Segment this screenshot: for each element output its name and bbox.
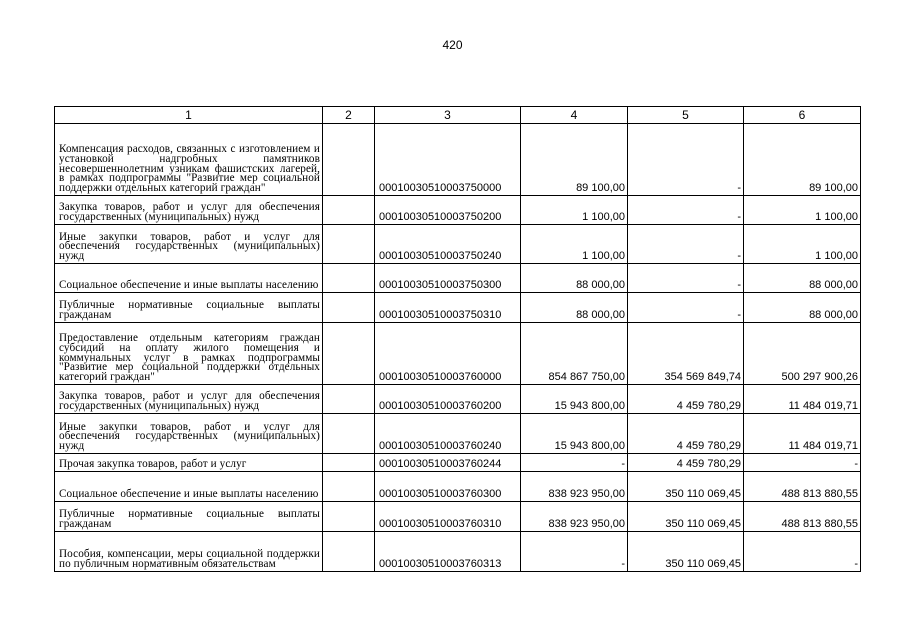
- table-row: [55, 124, 861, 196]
- row-col5: 350 110 069,45: [628, 532, 744, 572]
- row-col4: -: [521, 454, 628, 472]
- table-row: [55, 264, 861, 293]
- row-col6: 488 813 880,55: [744, 472, 861, 502]
- row-col2: [323, 264, 375, 293]
- table-row: [55, 323, 861, 385]
- row-col4: 15 943 800,00: [521, 414, 628, 454]
- row-col5: 354 569 849,74: [628, 323, 744, 385]
- row-code: 00010030510003750240: [375, 225, 521, 264]
- row-col2: [323, 454, 375, 472]
- row-name: Публичные нормативные социальные выплаты гражданам: [55, 293, 323, 323]
- column-header: 1: [55, 107, 323, 124]
- table-row: [55, 414, 861, 454]
- row-col2: [323, 532, 375, 572]
- row-code: 00010030510003750200: [375, 196, 521, 225]
- row-code: 00010030510003760000: [375, 323, 521, 385]
- row-col5: 350 110 069,45: [628, 472, 744, 502]
- row-code: 00010030510003760200: [375, 385, 521, 414]
- row-name: Иные закупки товаров, работ и услуг для обеспечения государственных (муниципальных) нужд: [55, 225, 323, 264]
- column-header: 4: [521, 107, 628, 124]
- row-col6: 488 813 880,55: [744, 502, 861, 532]
- row-name: Компенсация расходов, связанных с изготовлением и установкой надгробных памятников несовершеннолетним узникам фашистских лагерей, в рамках подпрограммы "Развитие мер социальной поддержки отдельных категорий граждан": [55, 124, 323, 196]
- row-col4: 88 000,00: [521, 264, 628, 293]
- row-code: 00010030510003760240: [375, 414, 521, 454]
- row-col4: 1 100,00: [521, 196, 628, 225]
- row-col5: 4 459 780,29: [628, 414, 744, 454]
- table-row: [55, 532, 861, 572]
- row-col5: 4 459 780,29: [628, 385, 744, 414]
- row-col2: [323, 293, 375, 323]
- row-name: Социальное обеспечение и иные выплаты населению: [55, 264, 323, 293]
- row-col2: [323, 414, 375, 454]
- row-col2: [323, 196, 375, 225]
- row-col4: 89 100,00: [521, 124, 628, 196]
- row-col5: -: [628, 293, 744, 323]
- row-col6: 11 484 019,71: [744, 414, 861, 454]
- row-col5: -: [628, 196, 744, 225]
- table-row: [55, 472, 861, 502]
- row-col6: 88 000,00: [744, 264, 861, 293]
- row-code: 00010030510003760244: [375, 454, 521, 472]
- row-name: Иные закупки товаров, работ и услуг для обеспечения государственных (муниципальных) нужд: [55, 414, 323, 454]
- column-header: 5: [628, 107, 744, 124]
- row-code: 00010030510003750310: [375, 293, 521, 323]
- row-col2: [323, 472, 375, 502]
- row-name: Пособия, компенсации, меры социальной поддержки по публичным нормативным обязательствам: [55, 532, 323, 572]
- row-col6: 500 297 900,26: [744, 323, 861, 385]
- budget-table: [54, 106, 861, 572]
- row-col6: 1 100,00: [744, 196, 861, 225]
- column-header: 2: [323, 107, 375, 124]
- row-col6: 11 484 019,71: [744, 385, 861, 414]
- column-header: 6: [744, 107, 861, 124]
- row-col6: -: [744, 454, 861, 472]
- table-row: [55, 502, 861, 532]
- row-code: 00010030510003750000: [375, 124, 521, 196]
- row-code: 00010030510003760300: [375, 472, 521, 502]
- row-col6: 1 100,00: [744, 225, 861, 264]
- column-header: 3: [375, 107, 521, 124]
- row-col2: [323, 323, 375, 385]
- row-col6: -: [744, 532, 861, 572]
- row-col2: [323, 385, 375, 414]
- row-col5: -: [628, 264, 744, 293]
- table-row: [55, 196, 861, 225]
- page-number: 420: [442, 38, 463, 52]
- row-name: Прочая закупка товаров, работ и услуг: [55, 454, 323, 472]
- table-row: [55, 385, 861, 414]
- row-name: Социальное обеспечение и иные выплаты населению: [55, 472, 323, 502]
- row-col4: 838 923 950,00: [521, 502, 628, 532]
- row-code: 00010030510003750300: [375, 264, 521, 293]
- row-col5: -: [628, 225, 744, 264]
- row-col5: 350 110 069,45: [628, 502, 744, 532]
- header-row: [55, 107, 861, 124]
- row-code: 00010030510003760313: [375, 532, 521, 572]
- row-name: Предоставление отдельным категориям граждан субсидий на оплату жилого помещения и коммунальных услуг в рамках подпрограммы "Развитие мер социальной поддержки отдельных категорий граждан": [55, 323, 323, 385]
- row-col4: 15 943 800,00: [521, 385, 628, 414]
- row-name: Публичные нормативные социальные выплаты гражданам: [55, 502, 323, 532]
- row-name: Закупка товаров, работ и услуг для обеспечения государственных (муниципальных) нужд: [55, 385, 323, 414]
- row-col5: 4 459 780,29: [628, 454, 744, 472]
- table-row: [55, 293, 861, 323]
- row-col2: [323, 502, 375, 532]
- row-name: Закупка товаров, работ и услуг для обеспечения государственных (муниципальных) нужд: [55, 196, 323, 225]
- row-code: 00010030510003760310: [375, 502, 521, 532]
- row-col4: 88 000,00: [521, 293, 628, 323]
- row-col6: 89 100,00: [744, 124, 861, 196]
- row-col4: 854 867 750,00: [521, 323, 628, 385]
- row-col2: [323, 225, 375, 264]
- row-col4: -: [521, 532, 628, 572]
- row-col4: 1 100,00: [521, 225, 628, 264]
- row-col2: [323, 124, 375, 196]
- row-col6: 88 000,00: [744, 293, 861, 323]
- table-row: [55, 225, 861, 264]
- row-col4: 838 923 950,00: [521, 472, 628, 502]
- row-col5: -: [628, 124, 744, 196]
- table-row: [55, 454, 861, 472]
